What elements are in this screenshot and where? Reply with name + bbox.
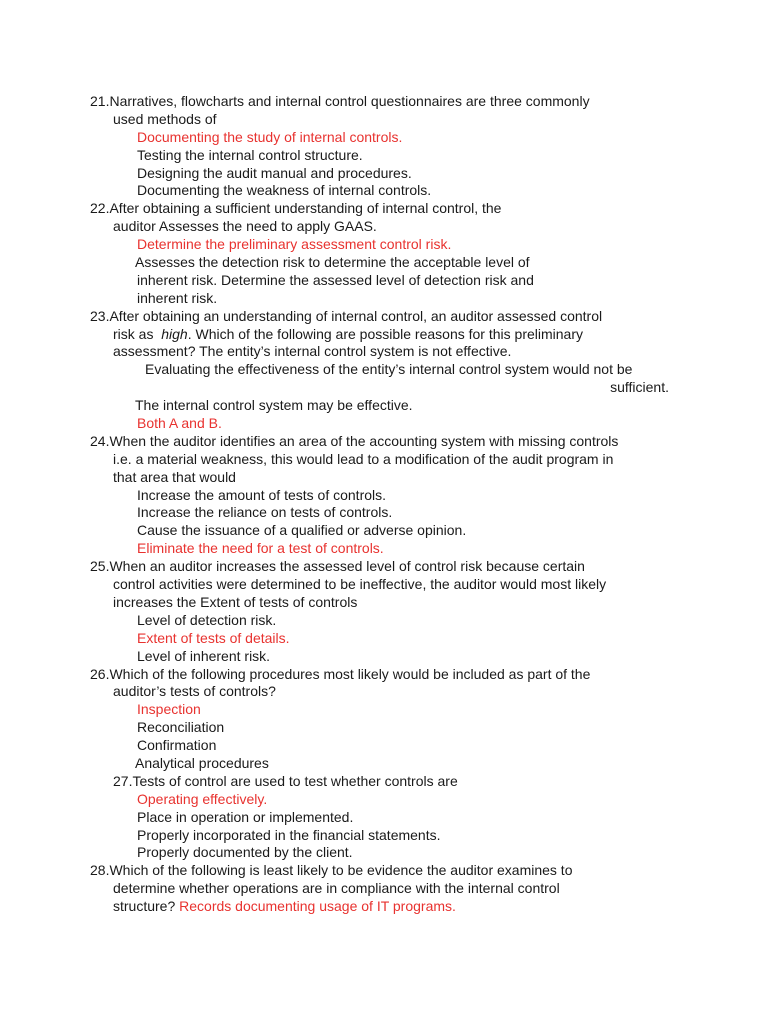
question-26-option: Confirmation [137,737,217,754]
question-22-stem-line-1: 22.After obtaining a sufficient understanding of internal control, the [90,200,502,217]
quiz-document [0,93,768,916]
question-21-stem-line-1: 21.Narratives, flowcharts and internal control questionnaires are three commonly [90,93,590,109]
question-23-answer: Both A and B. [137,415,222,432]
question-28-stem-text: structure? [113,898,180,915]
question-27-option: Properly documented by the client. [137,844,353,861]
question-25-stem-line-2: control activities were determined to be ineffective, the auditor would most likely [113,576,607,593]
question-24-answer: Eliminate the need for a test of controls. [137,540,384,557]
question-23-option: The internal control system may be effective. [135,397,413,414]
question-21-stem-line-2: used methods of [113,110,217,127]
question-22-stem-line-2: auditor Assesses the need to apply GAAS. [113,218,377,235]
question-23-stem-text: risk as [113,325,162,342]
question-28-answer: Records documenting usage of IT programs. [179,898,456,915]
question-21-answer: Documenting the study of internal controls. [137,128,403,145]
question-22-option: inherent risk. [137,289,218,306]
question-24-option: Increase the amount of tests of controls. [137,486,387,503]
question-26-stem-line-2: auditor’s tests of controls? [113,683,276,700]
question-28-stem-line-1: 28.Which of the following is least likely to be evidence the auditor examines to [90,862,573,879]
question-23-stem-line-3: assessment? The entity’s internal control system is not effective. [113,343,512,360]
question-27-option: Place in operation or implemented. [137,808,354,825]
question-28-stem-line-3 [0,898,768,916]
question-25-answer: Extent of tests of details. [137,629,290,646]
question-23-option-continued: sufficient. [610,379,669,396]
question-26-stem-line-1: 26.Which of the following procedures most likely would be included as part of the [90,665,591,682]
question-28-stem-line-2: determine whether operations are in compliance with the internal control [113,880,560,897]
question-26-option: Analytical procedures [135,754,269,771]
question-22-option: Assesses the detection risk to determine the acceptable level of [135,254,530,271]
question-22-option: inherent risk. Determine the assessed level of detection risk and [137,271,534,288]
question-21-option: Documenting the weakness of internal controls. [137,182,432,199]
question-23-stem-text: . Which of the following are possible reasons for this preliminary [187,325,583,342]
question-22-answer: Determine the preliminary assessment control risk. [137,236,452,253]
question-27-stem-line-1: 27.Tests of control are used to test whether controls are [113,772,458,789]
question-24-stem-line-2: i.e. a material weakness, this would lead to a modification of the audit program in [113,450,614,467]
question-24-stem-line-1: 24.When the auditor identifies an area of the accounting system with missing controls [90,432,619,449]
question-27-answer: Operating effectively. [137,790,268,807]
question-25-stem-line-1: 25.When an auditor increases the assessed level of control risk because certain [90,558,585,575]
question-25-option: Level of detection risk. [137,611,277,628]
question-24-stem-line-3: that area that would [113,468,236,485]
question-27-option: Properly incorporated in the financial statements. [137,826,441,843]
question-21-option: Testing the internal control structure. [137,146,363,163]
question-26-answer: Inspection [137,701,201,718]
question-21-option: Designing the audit manual and procedures. [137,164,412,181]
question-23-stem-line-1: 23.After obtaining an understanding of internal control, an auditor assessed control [90,307,603,324]
question-26-option: Reconciliation [137,719,225,736]
question-23-emphasis: high [161,325,188,342]
question-24-option: Cause the issuance of a qualified or adverse opinion. [137,522,467,539]
question-23-option: Evaluating the effectiveness of the entity’s internal control system would not be [145,361,633,378]
question-25-option: Level of inherent risk. [137,647,271,664]
question-25-stem-line-3: increases the Extent of tests of controls [113,593,358,610]
question-24-option: Increase the reliance on tests of controls. [137,504,393,521]
question-23-stem-line-2 [0,326,768,344]
